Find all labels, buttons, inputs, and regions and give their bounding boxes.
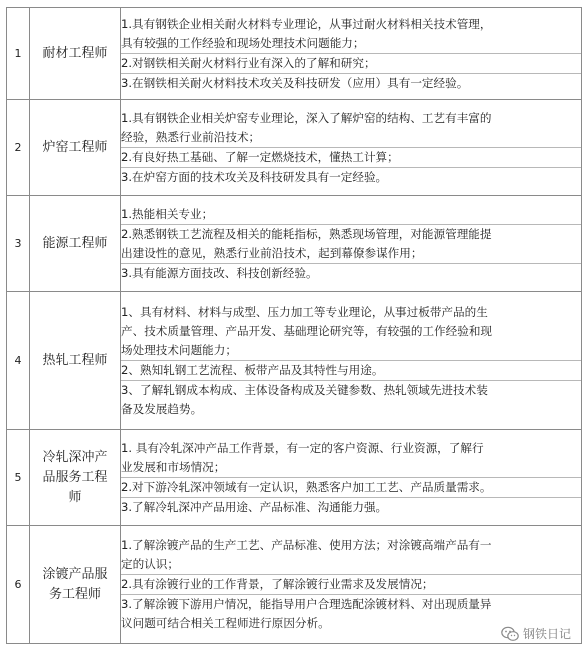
position-title-line: 冷轧深冲产 [42, 449, 108, 465]
row-number: 5 [7, 430, 30, 526]
row-number: 4 [7, 292, 30, 430]
requirement-line: 产、技术质量管理、产品开发、基础理论研究等，有较强的工作经验和现 [121, 323, 493, 338]
position-title [30, 100, 121, 196]
requirements-table [6, 7, 582, 644]
requirement-line: 2.有良好热工基础、了解一定燃烧技术，懂热工计算； [121, 147, 581, 167]
requirement-line: 场处理技术问题能力； [121, 342, 237, 357]
row-number: 1 [7, 8, 30, 100]
watermark [501, 625, 571, 642]
requirement-line: 出建设性的意见，熟悉行业前沿技术，起到幕僚参谋作用； [121, 245, 423, 260]
table-row [7, 8, 582, 100]
position-title-line: 品服务工程 [42, 469, 108, 485]
requirement-line: 具有较强的工作经验和现场处理技术问题能力； [121, 35, 365, 50]
position-title-line: 师 [68, 489, 82, 505]
position-title [30, 292, 121, 430]
requirement-line: 3.了解涂镀下游用户情况，能指导用户合理选配涂镀材料、对出现质量异 [121, 594, 581, 614]
requirement-line: 业发展和市场情况； [121, 459, 226, 474]
position-title [30, 430, 121, 526]
requirement-line: 2.对钢铁相关耐火材料行业有深入的了解和研究； [121, 53, 581, 73]
row-number: 3 [7, 196, 30, 292]
requirement-line: 3、了解轧钢成本构成、主体设备构成及关键参数、热轧领域先进技术装 [121, 380, 581, 400]
requirements-cell [121, 430, 582, 526]
table-row [7, 526, 582, 644]
requirement-line: 3.了解冷轧深冲产品用途、产品标准、沟通能力强。 [121, 497, 581, 517]
position-title [30, 526, 121, 644]
position-title-line: 热轧工程师 [42, 352, 108, 368]
requirement-line: 1. 具有冷轧深冲产品工作背景，有一定的客户资源、行业资源，了解行 [121, 440, 484, 455]
requirement-line: 1、具有材料、材料与成型、压力加工等专业理论，从事过板带产品的生 [121, 304, 488, 319]
requirement-line: 定的认识； [121, 557, 179, 571]
table-row [7, 196, 582, 292]
requirements-cell [121, 8, 582, 100]
position-title-line: 能源工程师 [42, 235, 108, 251]
requirement-line: 1.了解涂镀产品的生产工艺、产品标准、使用方法；对涂镀高端产品有一 [121, 538, 492, 552]
requirement-line: 1.具有钢铁企业相关耐火材料专业理论，从事过耐火材料相关技术管理， [121, 16, 492, 31]
position-title-line: 务工程师 [48, 586, 101, 602]
requirements-cell [121, 196, 582, 292]
requirements-cell [121, 100, 582, 196]
watermark-text: 钢铁日记 [522, 627, 571, 641]
requirement-line: 经验，熟悉行业前沿技术； [121, 129, 261, 144]
position-title [30, 196, 121, 292]
requirement-line: 议问题可结合相关工程师进行原因分析。 [121, 616, 330, 630]
requirements-cell [121, 292, 582, 430]
table-row [7, 292, 582, 430]
table-body [7, 8, 582, 644]
position-title-line: 耐材工程师 [42, 45, 108, 61]
requirement-line: 1.具有钢铁企业相关炉窑专业理论，深入了解炉窑的结构、工艺有丰富的 [121, 110, 492, 125]
position-title [30, 8, 121, 100]
requirement-line: 3.在钢铁相关耐火材料技术攻关及科技研发（应用）具有一定经验。 [121, 73, 581, 93]
table-row [7, 430, 582, 526]
requirement-line: 2、熟知轧钢工艺流程、板带产品及其特性与用途。 [121, 360, 581, 380]
requirement-line: 3.具有能源方面技改、科技创新经验。 [121, 263, 581, 283]
requirement-line: 2.对下游冷轧深冲领域有一定认识，熟悉客户加工工艺、产品质量需求。 [121, 477, 581, 497]
requirement-line: 1.热能相关专业； [121, 206, 214, 221]
requirement-line: 2.熟悉钢铁工艺流程及相关的能耗指标，熟悉现场管理，对能源管理能提 [121, 224, 581, 244]
position-title-line: 涂镀产品服 [42, 566, 108, 582]
position-title-line: 炉窑工程师 [42, 139, 108, 155]
row-number: 6 [7, 526, 30, 644]
requirement-line: 2.具有涂镀行业的工作背景，了解涂镀行业需求及发展情况； [121, 574, 581, 594]
requirement-line: 3.在炉窑方面的技术攻关及科技研发具有一定经验。 [121, 167, 581, 187]
wechat-icon [501, 626, 519, 642]
row-number: 2 [7, 100, 30, 196]
requirement-line: 备及发展趋势。 [121, 401, 203, 416]
table-row [7, 100, 582, 196]
